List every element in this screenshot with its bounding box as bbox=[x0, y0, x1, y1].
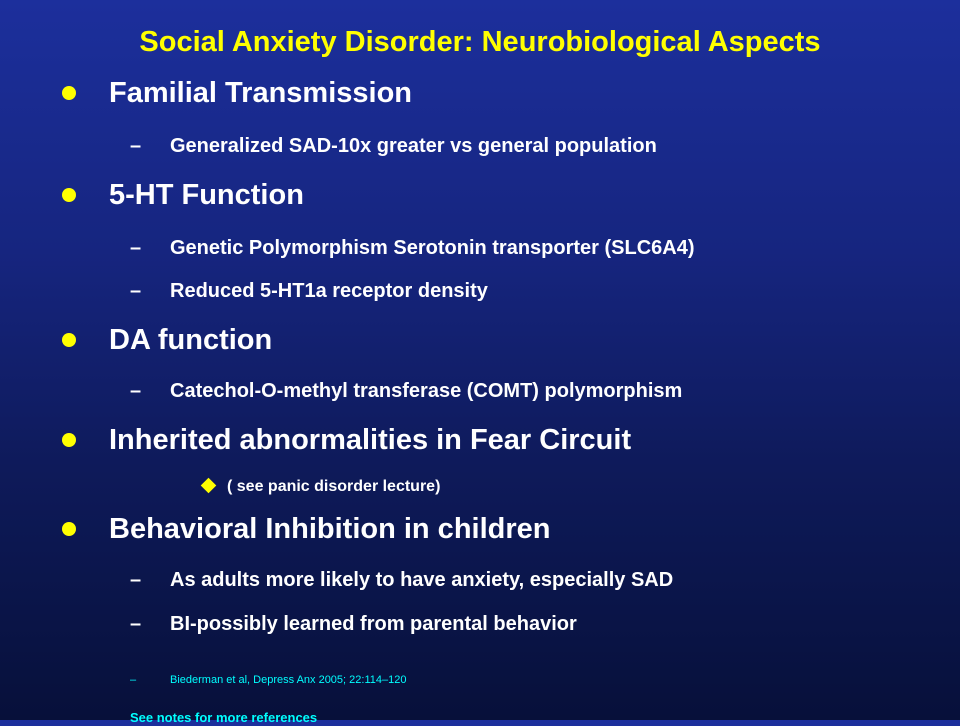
dash-marker: – bbox=[130, 237, 142, 259]
item-5ht-2: Reduced 5-HT1a receptor density bbox=[170, 280, 488, 302]
dash-marker: – bbox=[130, 135, 142, 157]
reference-citation: Biederman et al, Depress Anx 2005; 22:114–120 bbox=[170, 674, 407, 686]
heading-fear-circuit: Inherited abnormalities in Fear Circuit bbox=[109, 424, 632, 456]
diamond-bullet-icon bbox=[201, 478, 217, 494]
slide-title: Social Anxiety Disorder: Neurobiological Aspects bbox=[139, 26, 821, 58]
bullet-dot bbox=[62, 86, 76, 100]
heading-familial-transmission: Familial Transmission bbox=[109, 77, 412, 109]
bullet-dot bbox=[62, 188, 76, 202]
notes-link: See notes for more references bbox=[130, 710, 318, 725]
heading-behavioral-inhibition: Behavioral Inhibition in children bbox=[109, 513, 551, 545]
heading-da-function: DA function bbox=[109, 324, 273, 356]
bullet-dot bbox=[62, 433, 76, 447]
item-fear-circuit-sub: ( see panic disorder lecture) bbox=[227, 478, 441, 495]
dash-marker: – bbox=[130, 380, 142, 402]
item-5ht-1: Genetic Polymorphism Serotonin transporter (SLC6A4) bbox=[170, 237, 695, 259]
item-bi-2: BI-possibly learned from parental behavior bbox=[170, 613, 577, 635]
bullet-dot bbox=[62, 333, 76, 347]
dash-marker: – bbox=[130, 569, 142, 591]
heading-5ht-function: 5-HT Function bbox=[109, 179, 304, 211]
bullet-dot bbox=[62, 522, 76, 536]
reference-dash: – bbox=[130, 674, 137, 686]
dash-marker: – bbox=[130, 613, 142, 635]
item-bi-1: As adults more likely to have anxiety, especially SAD bbox=[170, 569, 674, 591]
dash-marker: – bbox=[130, 280, 142, 302]
item-familial-1: Generalized SAD-10x greater vs general population bbox=[170, 135, 657, 157]
item-da-1: Catechol-O-methyl transferase (COMT) polymorphism bbox=[170, 380, 683, 402]
